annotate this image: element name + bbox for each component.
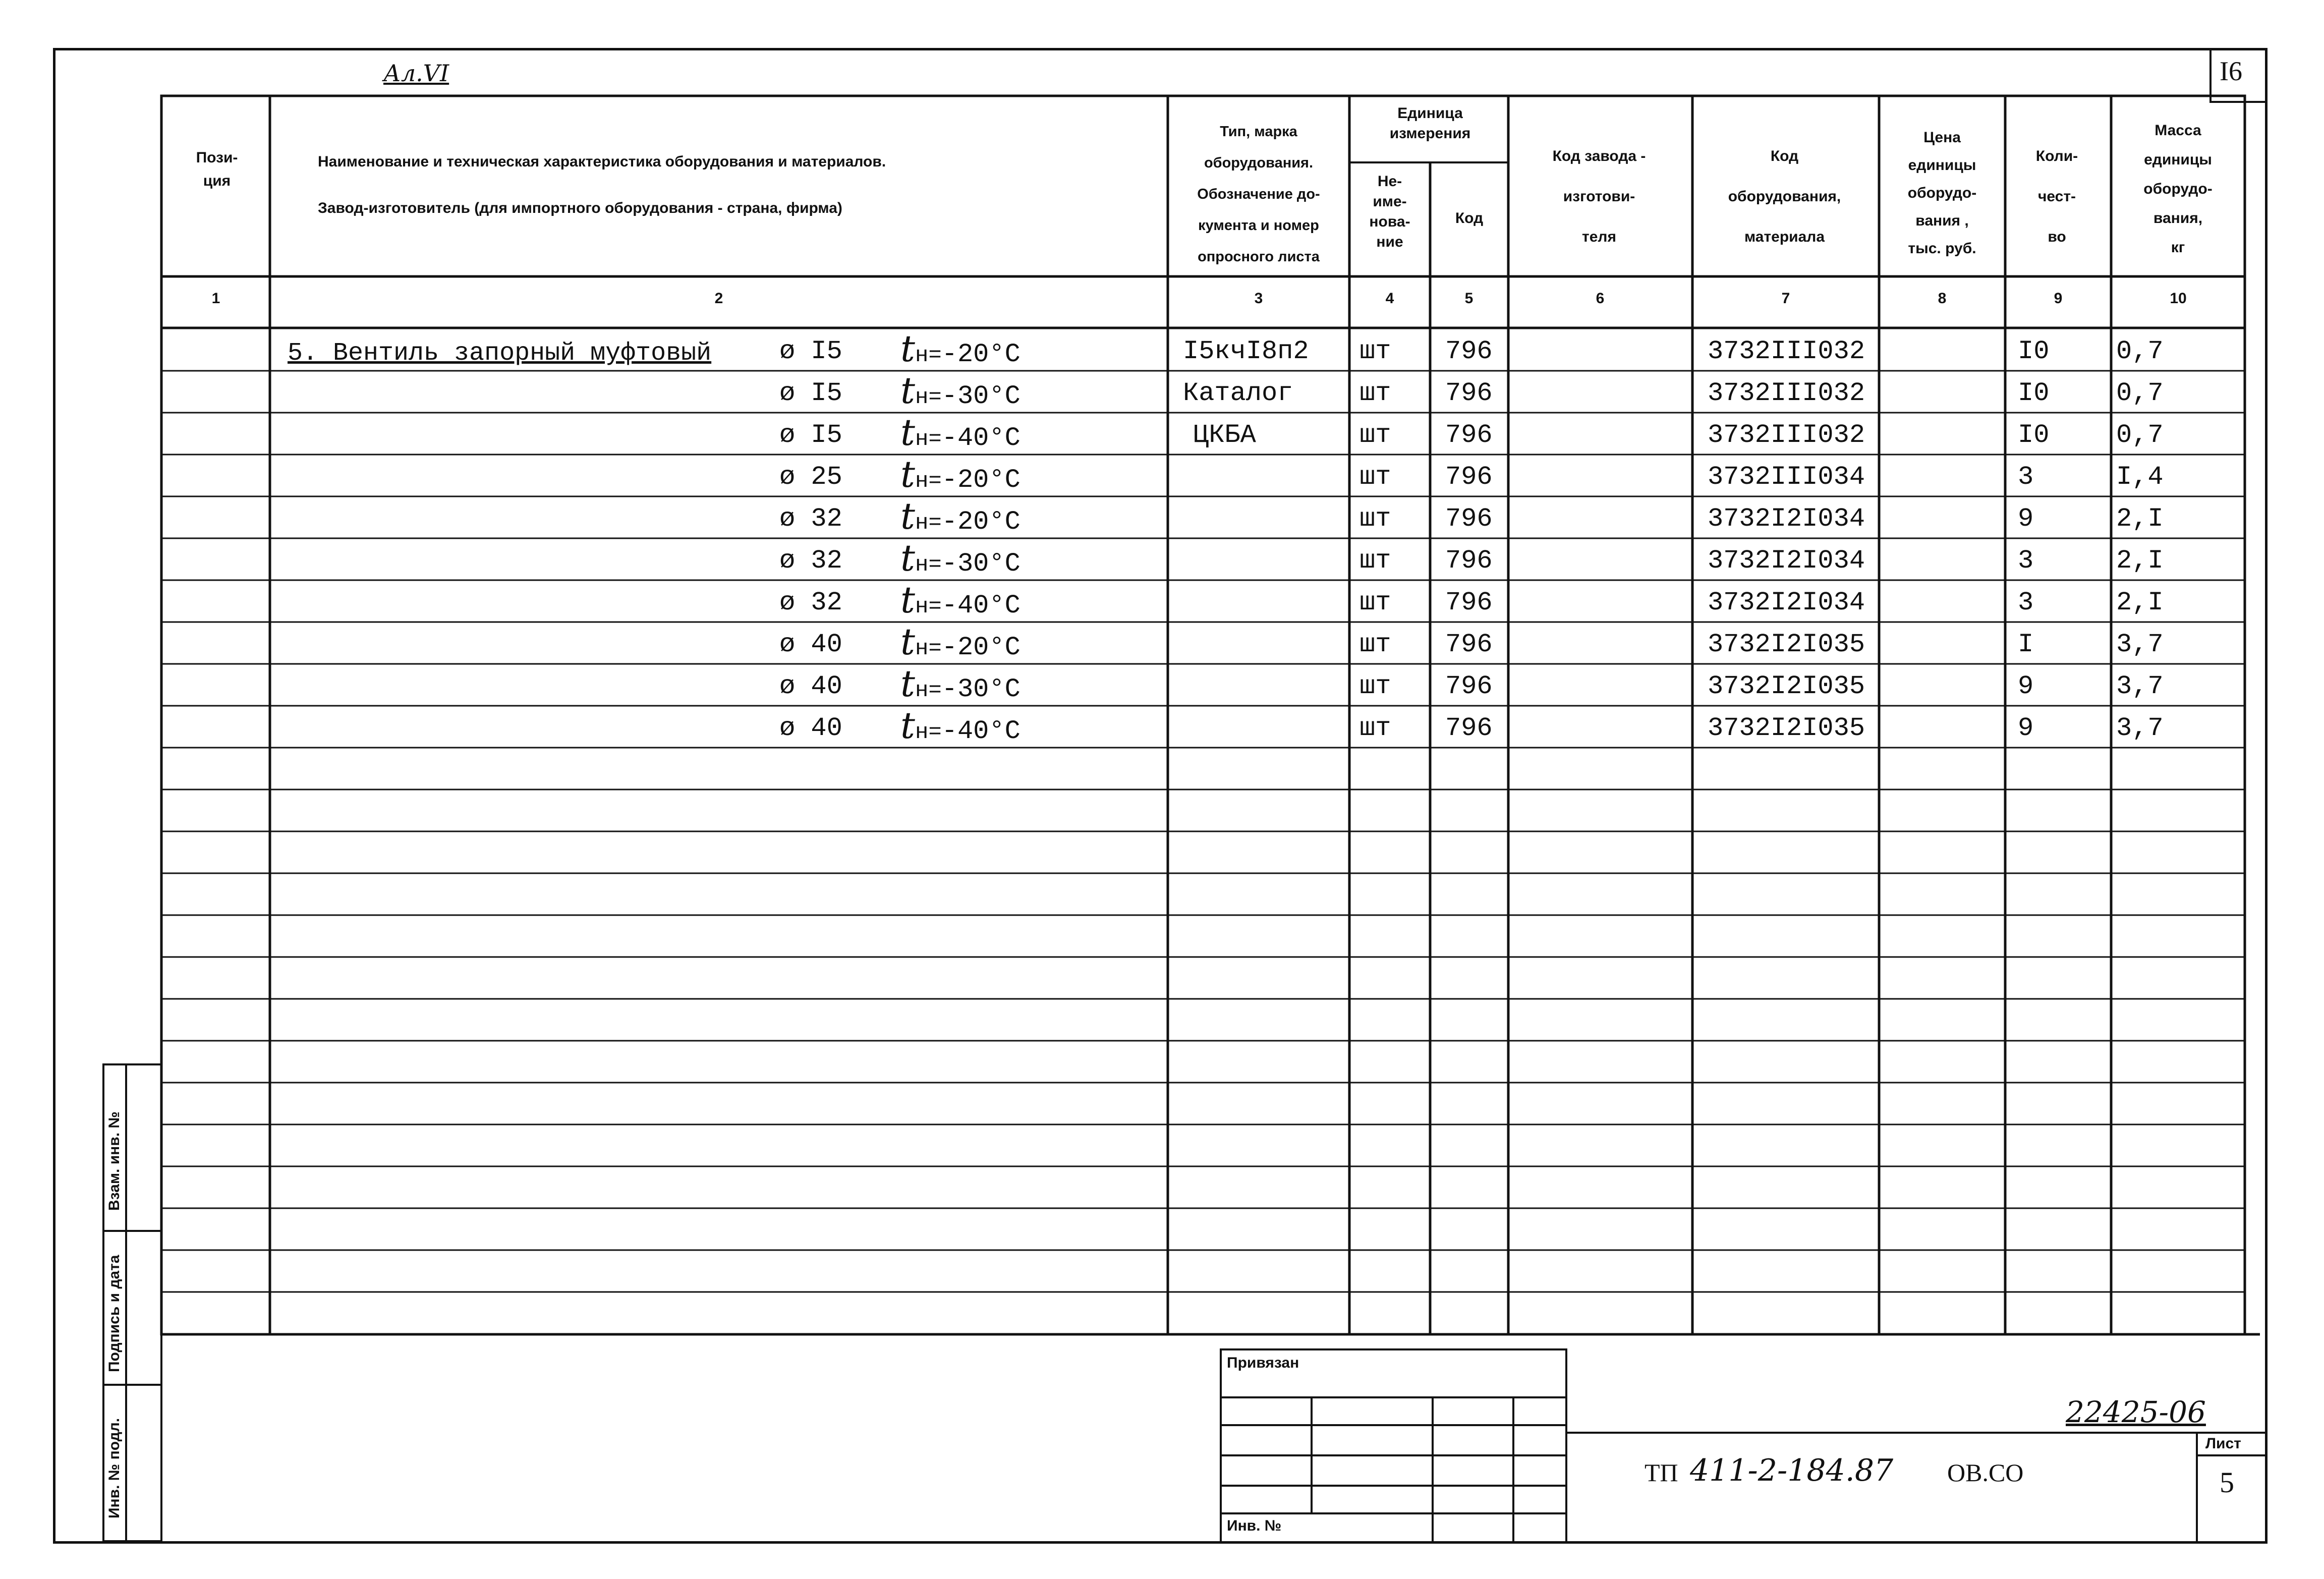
header-equip-code: Код оборудования, материала bbox=[1728, 148, 1841, 245]
stamp-sheet-label: Лист bbox=[2205, 1435, 2241, 1452]
temp-value: -20°C bbox=[941, 465, 1021, 495]
row-dn: ø I5 bbox=[779, 336, 842, 366]
temp-symbol: t bbox=[900, 579, 915, 621]
row-unit-code: 796 bbox=[1445, 546, 1493, 576]
row-type: ЦКБА bbox=[1193, 420, 1256, 450]
row-equip-code: 3732III032 bbox=[1708, 420, 1865, 450]
row-dn: ø 40 bbox=[779, 713, 842, 743]
row-temperature bbox=[900, 411, 1021, 454]
temp-value: -20°C bbox=[941, 633, 1021, 662]
row-unit-code: 796 bbox=[1445, 462, 1493, 492]
row-type: I5кчI8п2 bbox=[1183, 336, 1309, 366]
row-unit: шт bbox=[1359, 336, 1391, 366]
row-unit: шт bbox=[1359, 504, 1391, 534]
header-unit-name: Не- име- нова- ние bbox=[1369, 173, 1410, 250]
stamp-doc-prefix: ТП bbox=[1645, 1458, 1678, 1487]
row-qty: 3 bbox=[2018, 546, 2034, 576]
temp-value: -30°C bbox=[941, 381, 1021, 411]
row-dn: ø 32 bbox=[779, 588, 842, 617]
row-qty: 9 bbox=[2018, 504, 2034, 534]
temp-symbol: t bbox=[900, 621, 915, 663]
row-unit: шт bbox=[1359, 546, 1391, 576]
row-unit: шт bbox=[1359, 462, 1391, 492]
row-temperature bbox=[900, 369, 1021, 412]
stamp-privyazan: Привязан bbox=[1227, 1355, 1299, 1371]
header-unit-group: Единица измерения bbox=[1389, 105, 1471, 142]
header-name: Наименование и техническая характеристика оборудования и материалов. Завод-изготовитель (для импортного оборудования - страна, фирма) bbox=[318, 153, 886, 216]
row-equip-code: 3732III032 bbox=[1708, 378, 1865, 408]
header-mass: Масса единицы оборудо- вания, кг bbox=[2143, 122, 2213, 256]
stamp-archive-no: 22425-06 bbox=[2066, 1395, 2206, 1429]
row-qty: I0 bbox=[2018, 420, 2050, 450]
row-mass: 0,7 bbox=[2116, 336, 2164, 366]
sheet-number-top: I6 bbox=[2220, 56, 2242, 86]
temp-subscript: н= bbox=[915, 343, 942, 368]
row-equip-code: 3732I2I034 bbox=[1708, 504, 1865, 534]
row-unit-code: 796 bbox=[1445, 630, 1493, 659]
row-equip-code: 3732I2I034 bbox=[1708, 588, 1865, 617]
row-unit-code: 796 bbox=[1445, 336, 1493, 366]
row-equip-code: 3732I2I035 bbox=[1708, 671, 1865, 701]
side-label-vzam: Взам. инв. № bbox=[106, 1111, 123, 1211]
temp-symbol: t bbox=[900, 411, 915, 454]
column-number: 3 bbox=[1254, 290, 1263, 307]
stamp-inv-no: Инв. № bbox=[1227, 1517, 1282, 1534]
temp-value: -30°C bbox=[941, 549, 1021, 579]
row-qty: 9 bbox=[2018, 713, 2034, 743]
row-temperature bbox=[900, 537, 1021, 579]
row-qty: 3 bbox=[2018, 462, 2034, 492]
row-equip-code: 3732I2I034 bbox=[1708, 546, 1865, 576]
row-unit: шт bbox=[1359, 378, 1391, 408]
row-unit: шт bbox=[1359, 588, 1391, 617]
row-unit-code: 796 bbox=[1445, 588, 1493, 617]
temp-value: -40°C bbox=[941, 591, 1021, 621]
row-dn: ø 25 bbox=[779, 462, 842, 492]
row-unit-code: 796 bbox=[1445, 713, 1493, 743]
row-qty: 3 bbox=[2018, 588, 2034, 617]
temp-subscript: н= bbox=[915, 720, 942, 745]
temp-subscript: н= bbox=[915, 511, 942, 536]
header-maker-code: Код завода - изготови- теля bbox=[1552, 148, 1646, 245]
header-unit-code: Код bbox=[1455, 210, 1484, 227]
column-number: 8 bbox=[1938, 290, 1947, 307]
column-number: 5 bbox=[1464, 290, 1473, 307]
row-temperature bbox=[900, 453, 1021, 495]
row-unit-code: 796 bbox=[1445, 504, 1493, 534]
temp-subscript: н= bbox=[915, 678, 942, 703]
row-dn: ø I5 bbox=[779, 378, 842, 408]
temp-symbol: t bbox=[900, 495, 915, 537]
row-mass: 2,I bbox=[2116, 546, 2164, 576]
temp-subscript: н= bbox=[915, 594, 942, 619]
row-equip-code: 3732I2I035 bbox=[1708, 713, 1865, 743]
side-label-podpis: Подпись и дата bbox=[106, 1255, 123, 1372]
row-qty: 9 bbox=[2018, 671, 2034, 701]
temp-symbol: t bbox=[900, 327, 915, 370]
row-dn: ø 32 bbox=[779, 504, 842, 534]
row-dn: ø I5 bbox=[779, 420, 842, 450]
column-number: 10 bbox=[2170, 290, 2187, 307]
temp-value: -40°C bbox=[941, 423, 1021, 453]
header-qty: Коли- чест- во bbox=[2035, 148, 2078, 245]
temp-subscript: н= bbox=[915, 469, 942, 494]
column-number: 6 bbox=[1596, 290, 1605, 307]
row-equip-code: 3732I2I035 bbox=[1708, 630, 1865, 659]
temp-value: -20°C bbox=[941, 507, 1021, 537]
row-temperature bbox=[900, 327, 1021, 370]
row-unit: шт bbox=[1359, 420, 1391, 450]
temp-value: -20°C bbox=[941, 340, 1021, 369]
row-unit: шт bbox=[1359, 630, 1391, 659]
row-qty: I0 bbox=[2018, 336, 2050, 366]
temp-value: -40°C bbox=[941, 716, 1021, 746]
row-dn: ø 40 bbox=[779, 671, 842, 701]
temp-subscript: н= bbox=[915, 427, 942, 452]
column-number: 4 bbox=[1385, 290, 1394, 307]
temp-subscript: н= bbox=[915, 552, 942, 578]
stamp-sheet-no: 5 bbox=[2220, 1466, 2234, 1499]
row-unit-code: 796 bbox=[1445, 671, 1493, 701]
temp-subscript: н= bbox=[915, 385, 942, 410]
row-qty: I bbox=[2018, 630, 2034, 659]
temp-symbol: t bbox=[900, 537, 915, 579]
row-unit-code: 796 bbox=[1445, 378, 1493, 408]
temp-symbol: t bbox=[900, 453, 915, 495]
row-equip-code: 3732III032 bbox=[1708, 336, 1865, 366]
row-temperature bbox=[900, 579, 1021, 621]
header-price: Цена единицы оборудо- вания , тыс. руб. bbox=[1907, 129, 1977, 257]
row-temperature bbox=[900, 662, 1021, 705]
row-equip-code: 3732III034 bbox=[1708, 462, 1865, 492]
stamp-doc-number: 411-2-184.87 bbox=[1690, 1453, 1894, 1488]
header-position: Пози- ция bbox=[196, 149, 238, 189]
row-mass: 2,I bbox=[2116, 504, 2164, 534]
temp-value: -30°C bbox=[941, 674, 1021, 704]
temp-symbol: t bbox=[900, 369, 915, 412]
item-title: 5. Вентиль запорный муфтовый bbox=[288, 339, 712, 368]
column-number: 2 bbox=[714, 290, 723, 307]
column-number: 7 bbox=[1781, 290, 1790, 307]
row-mass: 0,7 bbox=[2116, 420, 2164, 450]
row-type: Каталог bbox=[1183, 378, 1293, 408]
temp-symbol: t bbox=[900, 704, 915, 747]
column-number: 1 bbox=[211, 290, 220, 307]
stamp-doc-suffix: ОВ.СО bbox=[1947, 1458, 2024, 1487]
temp-symbol: t bbox=[900, 662, 915, 705]
row-dn: ø 32 bbox=[779, 546, 842, 576]
row-temperature bbox=[900, 704, 1021, 747]
row-mass: 2,I bbox=[2116, 588, 2164, 617]
row-temperature bbox=[900, 495, 1021, 537]
column-number: 9 bbox=[2054, 290, 2063, 307]
row-temperature bbox=[900, 621, 1021, 663]
header-type: Тип, марка оборудования. Обозначение до- кумента и номер опросного листа bbox=[1197, 124, 1320, 265]
row-unit: шт bbox=[1359, 671, 1391, 701]
row-dn: ø 40 bbox=[779, 630, 842, 659]
row-mass: 0,7 bbox=[2116, 378, 2164, 408]
top-note: Ал.VI bbox=[383, 60, 449, 87]
side-label-inv: Инв. № подл. bbox=[106, 1418, 123, 1518]
temp-subscript: н= bbox=[915, 636, 942, 661]
row-unit-code: 796 bbox=[1445, 420, 1493, 450]
row-mass: I,4 bbox=[2116, 462, 2164, 492]
row-unit: шт bbox=[1359, 713, 1391, 743]
row-mass: 3,7 bbox=[2116, 671, 2164, 701]
row-mass: 3,7 bbox=[2116, 630, 2164, 659]
row-mass: 3,7 bbox=[2116, 713, 2164, 743]
row-qty: I0 bbox=[2018, 378, 2050, 408]
